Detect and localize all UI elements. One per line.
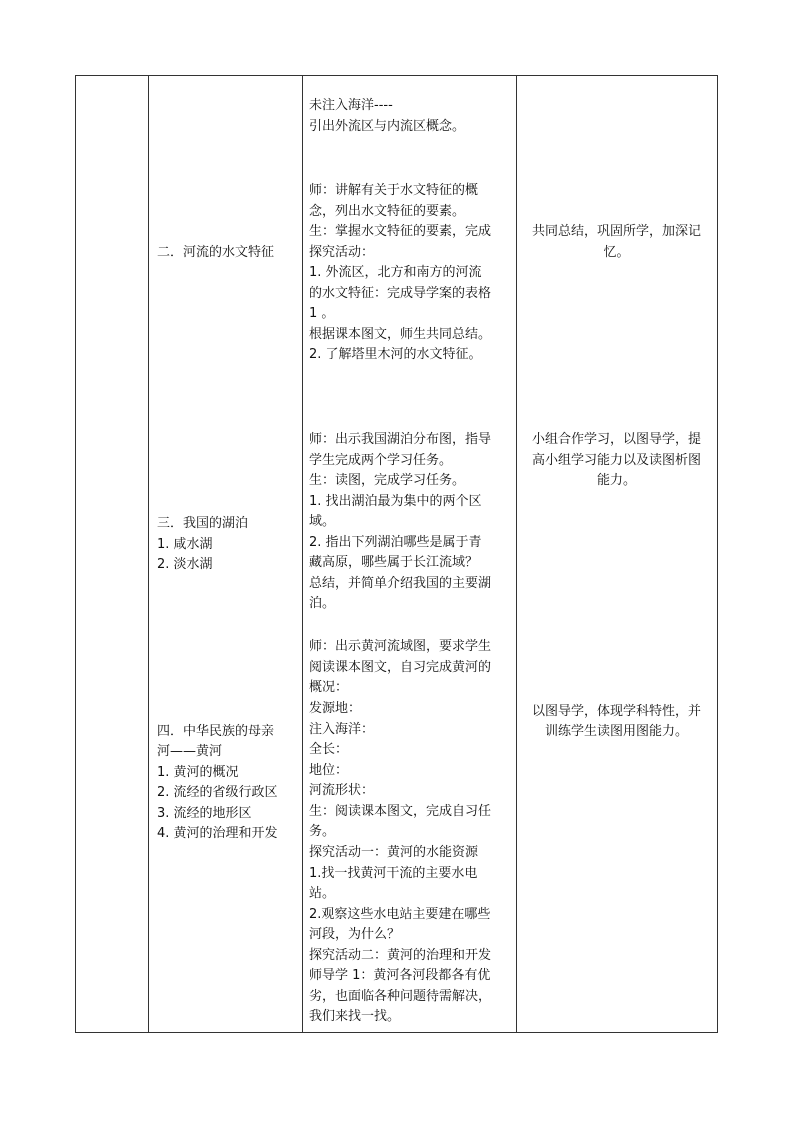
activity-text-line: 泊。 (309, 596, 336, 611)
topic-section2-title: 二．河流的水文特征 (157, 245, 275, 260)
goal-text-line: 忆。 (603, 245, 630, 260)
activity-text-line: 师导学 1：黄河各河段都各有优 (309, 968, 491, 983)
topic-section3-title: 三．我国的湖泊 (157, 516, 249, 531)
activity-text-line: 劣，也面临各种问题待需解决， (309, 989, 492, 1004)
activity-text-line: 念，列出水文特征的要素。 (309, 204, 466, 219)
activity-text-line: 注入海洋： (309, 722, 375, 737)
activity-text-line: 探究活动一：黄河的水能资源 (309, 845, 479, 860)
activity-text-line: 2.观察这些水电站主要建在哪些 (309, 907, 491, 922)
topic-section4-item: 4. 黄河的治理和开发 (157, 826, 278, 841)
activity-text-line: 概况： (309, 680, 349, 695)
topic-section4-title: 四．中华民族的母亲 (157, 724, 275, 739)
activity-text-line: 2. 指出下列湖泊哪些是属于青 (309, 535, 482, 550)
activity-text-line: 全长： (309, 742, 349, 757)
goal-text-line: 能力。 (596, 473, 636, 488)
topic-section4-item: 1. 黄河的概况 (157, 765, 239, 780)
activity-text-line: 发源地： (309, 701, 362, 716)
activity-text-line: 务。 (309, 824, 336, 839)
topic-section3-item: 2. 淡水湖 (157, 557, 213, 572)
activity-text-line: 1. 找出湖泊最为集中的两个区 (309, 494, 482, 509)
column-divider-1 (148, 75, 149, 1033)
empty-column (75, 0, 148, 1123)
topic-section3-item: 1. 咸水湖 (157, 537, 213, 552)
activity-text-line: 1.找一找黄河干流的主要水电 (309, 866, 478, 881)
activity-text-line: 探究活动二：黄河的治理和开发 (309, 948, 492, 963)
activity-text-line: 河流形状： (309, 783, 375, 798)
activity-text-line: 站。 (309, 886, 336, 901)
activity-text-line: 我们来找一找。 (309, 1009, 401, 1024)
topic-section4-item: 3. 流经的地形区 (157, 806, 252, 821)
activity-text-line: 师：出示我国湖泊分布图，指导 (309, 432, 492, 447)
activity-text-line: 藏高原，哪些属于长江流域？ (309, 555, 479, 570)
activity-text-line: 地位： (309, 763, 349, 778)
activity-text-line: 探究活动： (309, 245, 375, 260)
goal-text-line: 共同总结，巩固所学，加深记 (531, 224, 701, 239)
activity-text-line: 河段，为什么？ (309, 927, 401, 942)
activity-text-line: 的水文特征：完成导学案的表格 (309, 286, 492, 301)
activity-text-line: 生：读图，完成学习任务。 (309, 473, 466, 488)
activity-text-line: 根据课本图文，师生共同总结。 (309, 327, 492, 342)
activity-text-line: 生：掌握水文特征的要素，完成 (309, 224, 492, 239)
goal-text-line: 高小组学习能力以及读图析图 (531, 453, 701, 468)
column-divider-2 (302, 75, 303, 1033)
topic-section4-title: 河——黄河 (157, 744, 223, 759)
activity-text-line: 1 。 (309, 306, 335, 321)
activity-text-line: 阅读课本图文，自习完成黄河的 (309, 660, 492, 675)
activity-text-line: 2. 了解塔里木河的水文特征。 (309, 347, 482, 362)
activity-text-line: 引出外流区与内流区概念。 (309, 119, 466, 134)
column-divider-3 (516, 75, 517, 1033)
goal-text-line: 小组合作学习，以图导学，提 (531, 432, 701, 447)
activity-text-line: 学生完成两个学习任务。 (309, 453, 453, 468)
activity-text-line: 生：阅读课本图文，完成自习任 (309, 804, 492, 819)
activity-text-line: 师：出示黄河流域图，要求学生 (309, 639, 492, 654)
activity-text-line: 师：讲解有关于水文特征的概 (309, 183, 479, 198)
activity-text-line: 域。 (309, 514, 336, 529)
goal-text-line: 以图导学，体现学科特性，并 (531, 704, 701, 719)
goal-text-line: 训练学生读图用图能力。 (544, 724, 688, 739)
topic-section4-item: 2. 流经的省级行政区 (157, 785, 278, 800)
activity-text-line: 1. 外流区，北方和南方的河流 (309, 265, 482, 280)
activity-text-line: 总结，并简单介绍我国的主要湖 (309, 576, 492, 591)
activity-text-line: 未注入海洋---- (309, 98, 393, 113)
